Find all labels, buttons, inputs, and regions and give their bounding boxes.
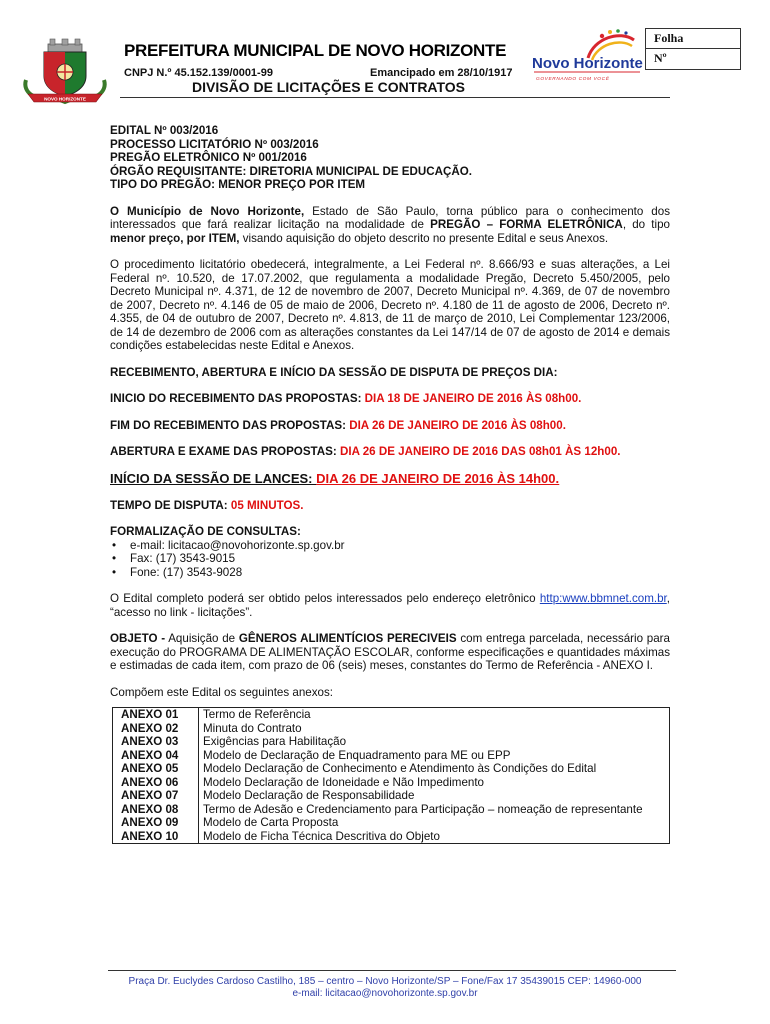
list-item: • Fax: (17) 3543-9015 <box>110 552 670 566</box>
anexo-number: ANEXO 06 <box>113 776 199 790</box>
objeto-text-2: com entrega parcelada, necessário para execução do PROGRAMA DE ALIMENTAÇÃO ESCOLAR, conforme especificações e quantidades máximas e estimadas de cada item, com prazo de 06 (seis) meses, constantes do Termo de Referência - ANEXO I. <box>110 632 670 672</box>
abertura-propostas <box>110 445 670 459</box>
abertura-value: DIA 26 DE JANEIRO DE 2016 DAS 08h01 ÀS 12h00. <box>339 445 621 458</box>
abertura-label: ABERTURA E EXAME DAS PROPOSTAS: <box>110 445 340 458</box>
inicio-recebimento <box>110 392 670 406</box>
intro-lead: O Município de Novo Horizonte, <box>110 204 305 218</box>
footer-email: e-mail: licitacao@novohorizonte.sp.gov.br <box>292 988 478 999</box>
sessao-lances <box>110 472 670 486</box>
anexo-number: ANEXO 01 <box>113 708 199 722</box>
table-row <box>113 722 670 736</box>
anexo-description: Termo de Adesão e Credenciamento para Participação – nomeação de representante <box>199 803 670 817</box>
table-row <box>113 776 670 790</box>
table-row <box>113 762 670 776</box>
inicio-value: DIA 18 DE JANEIRO DE 2016 ÀS 08h00. <box>364 392 582 405</box>
tempo-value: 05 MINUTOS. <box>230 498 304 512</box>
lances-label: INÍCIO DA SESSÃO DE LANCES: <box>110 470 317 486</box>
intro-text-1: Estado de São Paulo, torna público para o conhecimento dos interessados que fará realizar licitação na modalidade de <box>110 204 670 231</box>
anexo-number: ANEXO 09 <box>113 816 199 830</box>
tempo-disputa <box>110 499 670 513</box>
list-item: • e-mail: licitacao@novohorizonte.sp.gov.br <box>110 539 670 553</box>
edital-completo-paragraph <box>110 592 670 619</box>
anexo-description: Modelo Declaração de Conhecimento e Atendimento às Condições do Edital <box>199 762 670 776</box>
table-row <box>113 830 670 844</box>
anexo-number: ANEXO 05 <box>113 762 199 776</box>
footer-address: Praça Dr. Euclydes Cardoso Castilho, 185 – centro – Novo Horizonte/SP – Fone/Fax 17 35439015 CEP: 14960-000 <box>128 976 642 987</box>
intro-paragraph <box>110 205 670 246</box>
header-divider <box>120 97 670 98</box>
objeto-paragraph <box>110 632 670 673</box>
bbmnet-link[interactable]: http:www.bbmnet.com.br <box>539 592 667 605</box>
header-title: PREFEITURA MUNICIPAL DE NOVO HORIZONTE <box>124 41 507 60</box>
tempo-label: TEMPO DE DISPUTA: <box>110 498 231 512</box>
header-emancipado: Emancipado em 28/10/1917 <box>370 67 513 79</box>
coat-of-arms-icon <box>22 36 108 106</box>
anexo-number: ANEXO 07 <box>113 789 199 803</box>
numero-label: Nº <box>654 51 667 65</box>
anexo-number: ANEXO 03 <box>113 735 199 749</box>
table-row <box>113 803 670 817</box>
page-footer <box>0 976 770 1000</box>
svg-text:GOVERNANDO COM VOCÊ: GOVERNANDO COM VOCÊ <box>536 77 610 82</box>
intro-modalidade: PREGÃO – FORMA ELETRÔNICA <box>430 218 623 231</box>
table-row <box>113 789 670 803</box>
novo-horizonte-logo-icon <box>528 22 644 88</box>
objeto-label: OBJETO - <box>110 632 166 645</box>
header-cnpj: CNPJ N.º 45.152.139/0001-99 <box>124 67 273 79</box>
intro-tipo: menor preço, por ITEM, <box>110 231 240 245</box>
edital-completo-text: O Edital completo poderá ser obtido pelos interessados pelo endereço eletrônico <box>110 592 540 605</box>
schedule-heading: RECEBIMENTO, ABERTURA E INÍCIO DA SESSÃO DE DISPUTA DE PREÇOS DIA: <box>110 365 558 379</box>
folha-label: Folha <box>646 29 740 49</box>
anexo-description: Modelo de Carta Proposta <box>199 816 670 830</box>
anexo-description: Minuta do Contrato <box>199 722 670 736</box>
objeto-text-1: Aquisição de <box>165 632 239 645</box>
footer-divider <box>108 970 676 971</box>
anexo-description: Exigências para Habilitação <box>199 735 670 749</box>
header-division: DIVISÃO DE LICITAÇÕES E CONTRATOS <box>192 79 466 95</box>
table-row <box>113 735 670 749</box>
edital-completo-after: , “acesso no link - licitações”. <box>110 592 670 619</box>
svg-text:Novo Horizonte: Novo Horizonte <box>532 55 643 72</box>
consultas-heading: FORMALIZAÇÃO DE CONSULTAS: <box>110 525 301 538</box>
table-row <box>113 708 670 722</box>
anexo-description: Termo de Referência <box>199 708 670 722</box>
edital-heading <box>110 124 670 192</box>
anexo-description: Modelo Declaração de Responsabilidade <box>199 789 670 803</box>
anexo-description: Modelo Declaração de Idoneidade e Não Impedimento <box>199 776 670 790</box>
procedimento-paragraph: O procedimento licitatório obedecerá, integralmente, a Lei Federal nº. 8.666/93 e suas alterações, a Lei Federal nº. 10.520, de 17.07.2002, que regulamenta a modalidade Pregão, Decreto 5.450/2005, pelo Decreto Municipal nº. 4.371, de 12 de novembro de 2007, Decreto Municipal nº. 4.369, de 07 de novembro de 2007, Decreto nº. 4.146 de 05 de maio de 2006, Decreto nº. 4.180 de 11 de agosto de 2006, Decreto nº. 4.355, de 04 de outubro de 2007, Decreto nº. 4.813, de 11 de março de 2010, Lei Complementar 123/2006, de 14 de dezembro de 2006 com as alterações constantes da Lei 147/14 de 07 de agosto de 2014 e demais condições estabelecidas neste Edital e Anexos. <box>110 258 670 352</box>
edital-line: EDITAL Nº 003/2016 <box>110 124 219 137</box>
anexo-number: ANEXO 04 <box>113 749 199 763</box>
anexo-description: Modelo de Declaração de Enquadramento para ME ou EPP <box>199 749 670 763</box>
anexo-number: ANEXO 08 <box>113 803 199 817</box>
edital-line: PROCESSO LICITATÓRIO Nº 003/2016 <box>110 137 319 151</box>
fim-value: DIA 26 DE JANEIRO DE 2016 ÀS 08h00. <box>349 418 566 432</box>
list-item: • Fone: (17) 3543-9028 <box>110 566 670 580</box>
anexos-table <box>112 707 670 844</box>
edital-line: ÓRGÃO REQUISITANTE: DIRETORIA MUNICIPAL DE EDUCAÇÃO. <box>110 164 472 178</box>
edital-line: TIPO DO PREGÃO: MENOR PREÇO POR ITEM <box>110 178 366 191</box>
table-row <box>113 816 670 830</box>
anexos-intro: Compõem este Edital os seguintes anexos: <box>110 685 333 699</box>
anexo-description: Modelo de Ficha Técnica Descritiva do Objeto <box>199 830 670 844</box>
document-body <box>110 124 670 844</box>
intro-text-2: , do tipo <box>622 218 670 231</box>
svg-text:NOVO HORIZONTE: NOVO HORIZONTE <box>44 96 86 102</box>
anexo-number: ANEXO 10 <box>113 830 199 844</box>
consultas-list <box>110 539 670 580</box>
anexo-number: ANEXO 02 <box>113 722 199 736</box>
lances-value: DIA 26 DE JANEIRO DE 2016 ÀS 14h00. <box>316 470 560 486</box>
edital-line: PREGÃO ELETRÔNICO Nº 001/2016 <box>110 151 307 164</box>
fim-label: FIM DO RECEBIMENTO DAS PROPOSTAS: <box>110 418 350 432</box>
table-row <box>113 749 670 763</box>
folha-stamp-box <box>645 28 741 70</box>
objeto-bold: GÊNEROS ALIMENTÍCIOS PERECIVEIS <box>238 632 457 645</box>
fim-recebimento <box>110 419 670 433</box>
inicio-label: INICIO DO RECEBIMENTO DAS PROPOSTAS: <box>110 392 365 405</box>
intro-text-3: visando aquisição do objeto descrito no presente Edital e seus Anexos. <box>239 231 609 245</box>
